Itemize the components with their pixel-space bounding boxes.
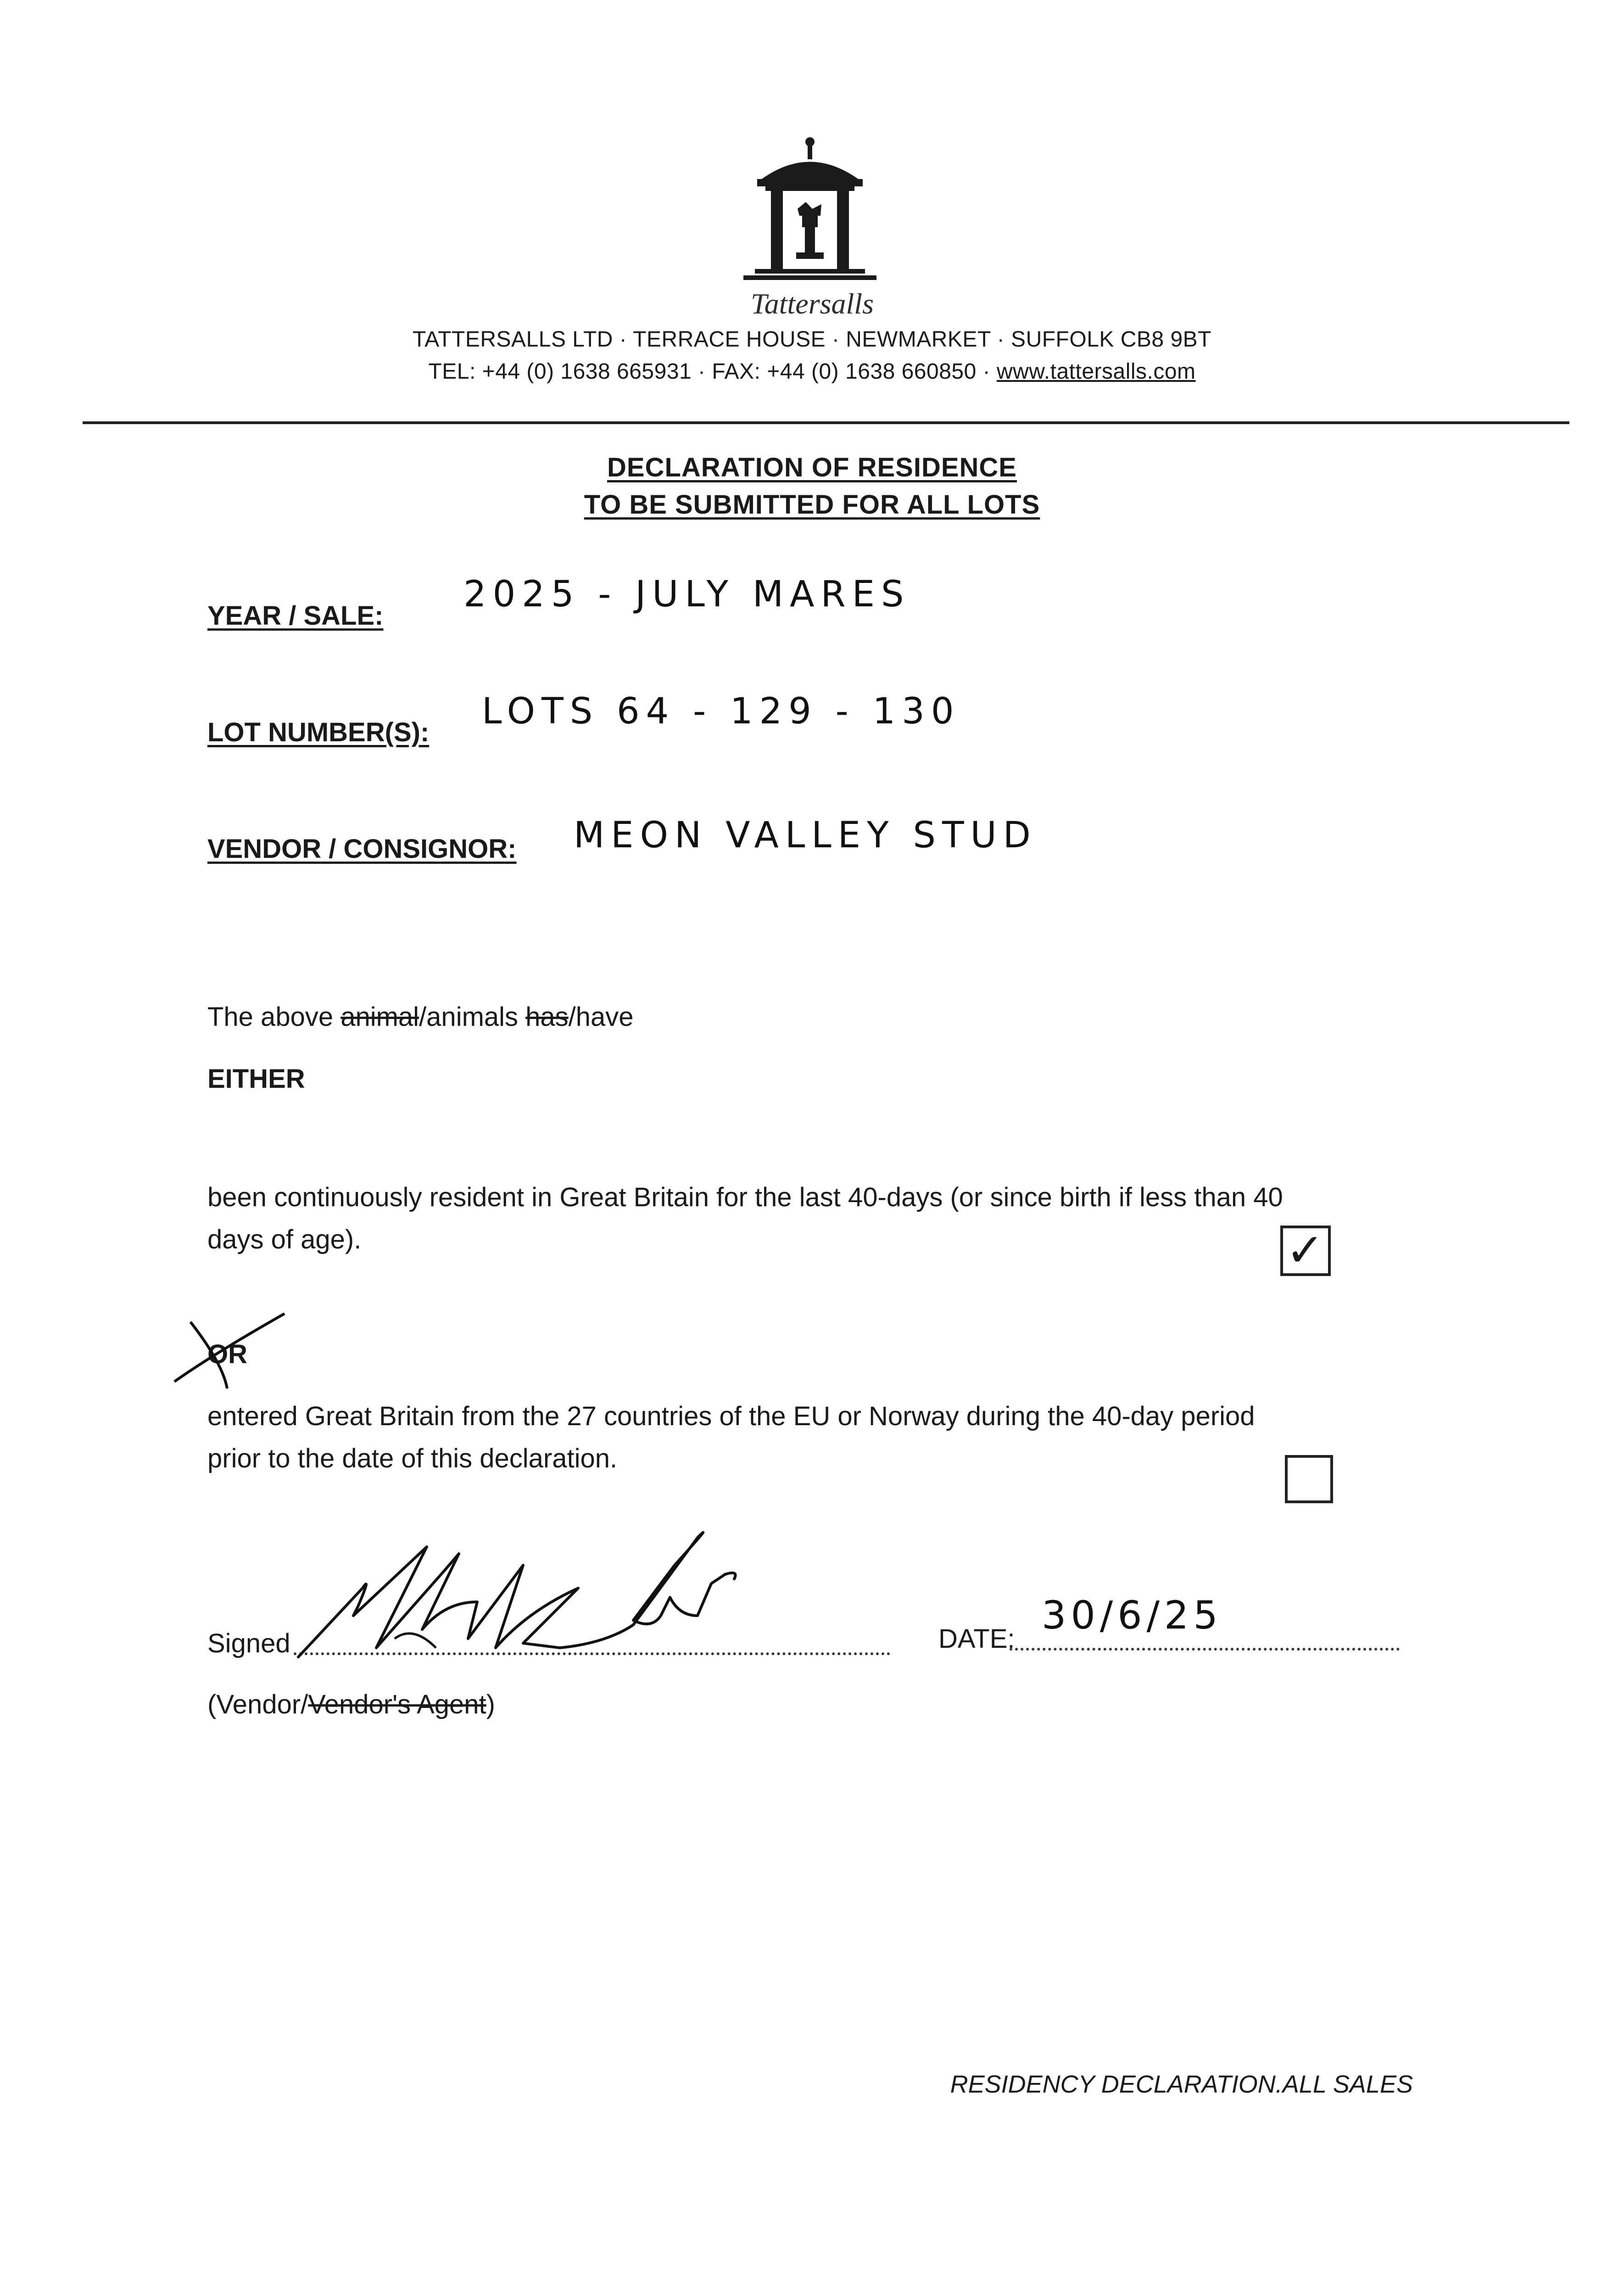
statement-line [207, 996, 634, 1038]
document-title: DECLARATION OF RESIDENCE [607, 453, 1017, 482]
role-close: ) [486, 1690, 495, 1719]
statement-prefix: The above [207, 1002, 341, 1032]
company-address: TATTERSALLS LTD · TERRACE HOUSE · NEWMARKET · SUFFOLK CB8 9BT [413, 327, 1211, 352]
year-sale-value[interactable]: 2025 - JULY MARES [463, 574, 910, 615]
signed-label: Signed [207, 1629, 290, 1658]
vendor-consignor-value[interactable]: MEON VALLEY STUD [574, 815, 1037, 856]
contact-numbers: TEL: +44 (0) 1638 665931 · FAX: +44 (0) 1638 660850 · [428, 359, 997, 384]
date-line[interactable] [1010, 1648, 1400, 1651]
option1-text-line1: been continuously resident in Great Britain for the last 40-days (or since birth if less than 40 [207, 1182, 1283, 1212]
brand-name: Tattersalls [751, 287, 874, 320]
struck-has: has [525, 1002, 569, 1032]
checkmark-icon: ✓ [1286, 1223, 1324, 1277]
header-divider [83, 421, 1569, 424]
lot-numbers-label: LOT NUMBER(S): [207, 717, 430, 747]
role-struck-agent: Vendor's Agent [308, 1690, 486, 1719]
either-label: EITHER [207, 1064, 305, 1094]
role-vendor: (Vendor/ [207, 1690, 308, 1719]
option1-text-line2: days of age). [207, 1225, 362, 1254]
company-contact [0, 359, 1624, 384]
signatory-role [207, 1684, 495, 1726]
option2-text-line2: prior to the date of this declaration. [207, 1444, 618, 1473]
date-value[interactable]: 30/6/25 [1042, 1593, 1222, 1638]
or-crossout-mark [172, 1308, 291, 1391]
tattersalls-logo [743, 135, 876, 287]
lot-numbers-value[interactable]: LOTS 64 - 129 - 130 [482, 691, 960, 732]
vendor-consignor-label: VENDOR / CONSIGNOR: [207, 834, 517, 864]
struck-animal: animal [340, 1002, 419, 1032]
year-sale-label: YEAR / SALE: [207, 601, 384, 631]
footer-reference: RESIDENCY DECLARATION.ALL SALES [950, 2071, 1413, 2098]
handwritten-signature [285, 1510, 927, 1666]
option2-checkbox[interactable] [1285, 1455, 1333, 1503]
date-label: DATE: [938, 1624, 1015, 1654]
or-label: OR [207, 1339, 247, 1369]
statement-animals: /animals [419, 1002, 526, 1032]
statement-have: /have [568, 1002, 634, 1032]
website-link[interactable]: www.tattersalls.com [996, 359, 1196, 384]
option1-checkbox[interactable] [1280, 1223, 1331, 1277]
option2-text-line1: entered Great Britain from the 27 countries of the EU or Norway during the 40-day period [207, 1401, 1255, 1431]
document-subtitle: TO BE SUBMITTED FOR ALL LOTS [584, 490, 1040, 520]
